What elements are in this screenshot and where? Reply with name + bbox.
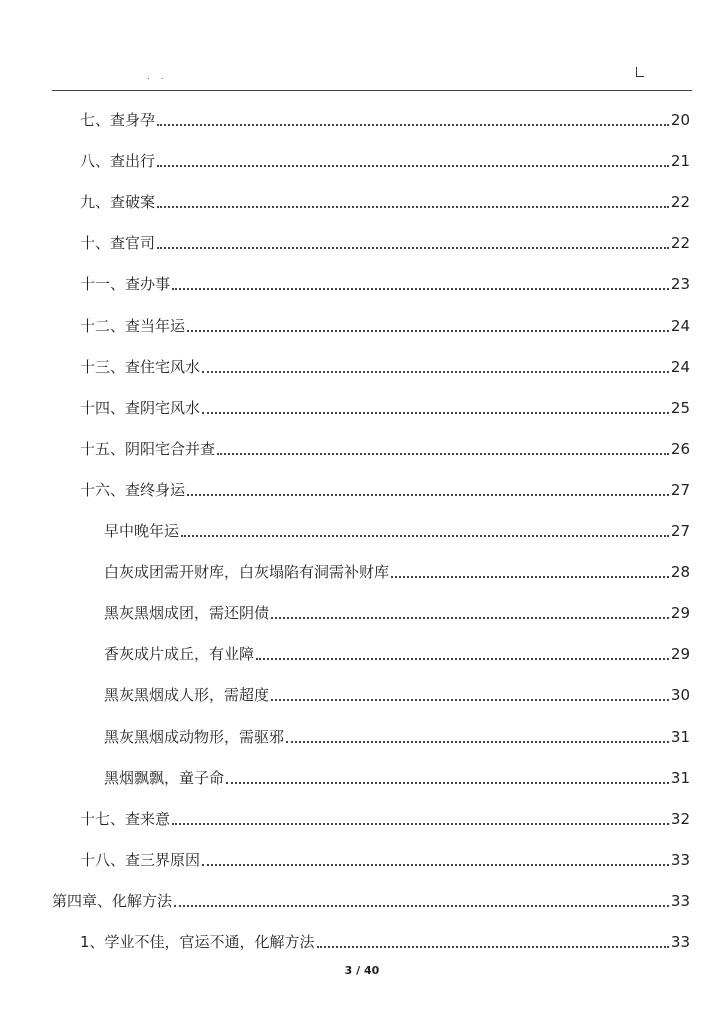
toc-dot-leader [202,371,669,373]
toc-entry-page-number: 32 [670,809,690,828]
toc-entry-title: 十三、查住宅风水 [80,357,201,376]
toc-entry-page-number: 29 [670,604,690,623]
toc-entry-page-number: 28 [670,563,690,582]
toc-dot-leader [226,782,669,784]
toc-entry[interactable] [80,846,690,870]
toc-dot-leader [391,576,669,578]
toc-entry-page-number: 24 [670,357,690,376]
toc-entry-title: 八、查出行 [80,152,156,171]
toc-entry[interactable] [80,188,690,212]
toc-entry-page-number: 33 [670,850,690,869]
toc-entry-title: 黑烟飘飘，童子命 [104,768,225,787]
toc-entry[interactable] [80,435,690,459]
toc-entry-title: 十七、查来意 [80,809,171,828]
toc-entry-title: 黑灰黑烟成动物形，需驱邪 [104,727,285,746]
toc-dot-leader [172,823,669,825]
toc-entry-title: 1、学业不佳，官运不通，化解方法 [80,933,315,951]
toc-entry-page-number: 21 [670,152,690,171]
toc-entry[interactable] [80,353,690,377]
toc-entry-title: 黑灰黑烟成人形，需超度 [104,686,270,705]
page-number: 3 / 40 [344,964,380,977]
toc-entry-title: 早中晚年运 [104,522,180,540]
toc-dot-leader [157,247,669,249]
toc-entry-title: 十一、查办事 [80,275,171,294]
toc-dot-leader [202,412,669,414]
toc-entry-page-number: 29 [670,645,690,664]
toc-entry-page-number: 27 [670,480,690,499]
toc-entry[interactable] [80,476,690,500]
toc-entry[interactable] [104,723,690,747]
toc-dot-leader [271,699,669,701]
toc-entry-page-number: 23 [670,275,690,294]
toc-entry-page-number: 31 [670,727,690,746]
toc-entry-page-number: 22 [670,193,690,212]
toc-entry-title: 十、查官司 [80,234,156,253]
toc-dot-leader [202,864,669,866]
toc-entry[interactable] [104,681,690,705]
toc-dot-leader [187,330,669,332]
header-corner-mark [636,67,644,77]
toc-dot-leader [256,658,669,660]
toc-entry[interactable] [104,640,690,664]
toc-dot-leader [172,288,669,290]
toc-entry-title: 黑灰黑烟成团，需还阴债 [104,604,270,623]
toc-entry-page-number: 22 [670,234,690,253]
toc-entry[interactable] [80,147,690,171]
header-rule [52,90,692,91]
toc-dot-leader [157,206,669,208]
header-mark: . . [147,72,168,82]
toc-entry[interactable] [80,229,690,253]
toc-entry-title: 第四章、化解方法 [52,891,173,910]
toc-entry-title: 十二、查当年运 [80,316,186,335]
toc-dot-leader [174,905,669,907]
toc-entry-page-number: 24 [670,316,690,335]
toc-entry-page-number: 33 [670,933,690,951]
toc-entry-title: 十八、查三界原因 [80,850,201,869]
toc-entry-page-number: 25 [670,398,690,417]
toc-entry[interactable] [80,106,690,130]
toc-entry[interactable] [80,312,690,336]
toc-entry-page-number: 33 [670,891,690,910]
toc-entry[interactable] [80,394,690,418]
toc-dot-leader [217,453,669,455]
toc-entry[interactable] [80,928,690,952]
toc-entry-title: 白灰成团需开财库，白灰塌陷有洞需补财库 [104,563,390,582]
toc-dot-leader [157,165,669,167]
toc-entry[interactable] [104,517,690,541]
toc-entry-page-number: 30 [670,686,690,705]
toc-entry-title: 香灰成片成丘，有业障 [104,645,255,664]
toc-dot-leader [181,535,669,537]
toc-entry[interactable] [104,558,690,582]
toc-entry-page-number: 20 [670,111,690,129]
toc-entry[interactable] [80,270,690,294]
toc-entry-title: 十四、查阴宅风水 [80,398,201,417]
toc-dot-leader [187,494,669,496]
toc-entry-page-number: 26 [670,439,690,458]
toc-entry[interactable] [80,805,690,829]
toc-entry[interactable] [52,887,690,911]
toc-entry-page-number: 31 [670,768,690,787]
toc-entry[interactable] [104,599,690,623]
toc-entry-title: 九、查破案 [80,193,156,212]
toc-entry-page-number: 27 [670,522,690,540]
toc-dot-leader [317,946,669,948]
toc-entry-title: 十五、阴阳宅合并查 [80,439,216,458]
toc-dot-leader [271,617,669,619]
toc-dot-leader [286,741,669,743]
toc-entry-title: 七、查身孕 [80,111,156,129]
toc-entry[interactable] [104,764,690,788]
toc-dot-leader [157,124,669,126]
toc-entry-title: 十六、查终身运 [80,480,186,499]
